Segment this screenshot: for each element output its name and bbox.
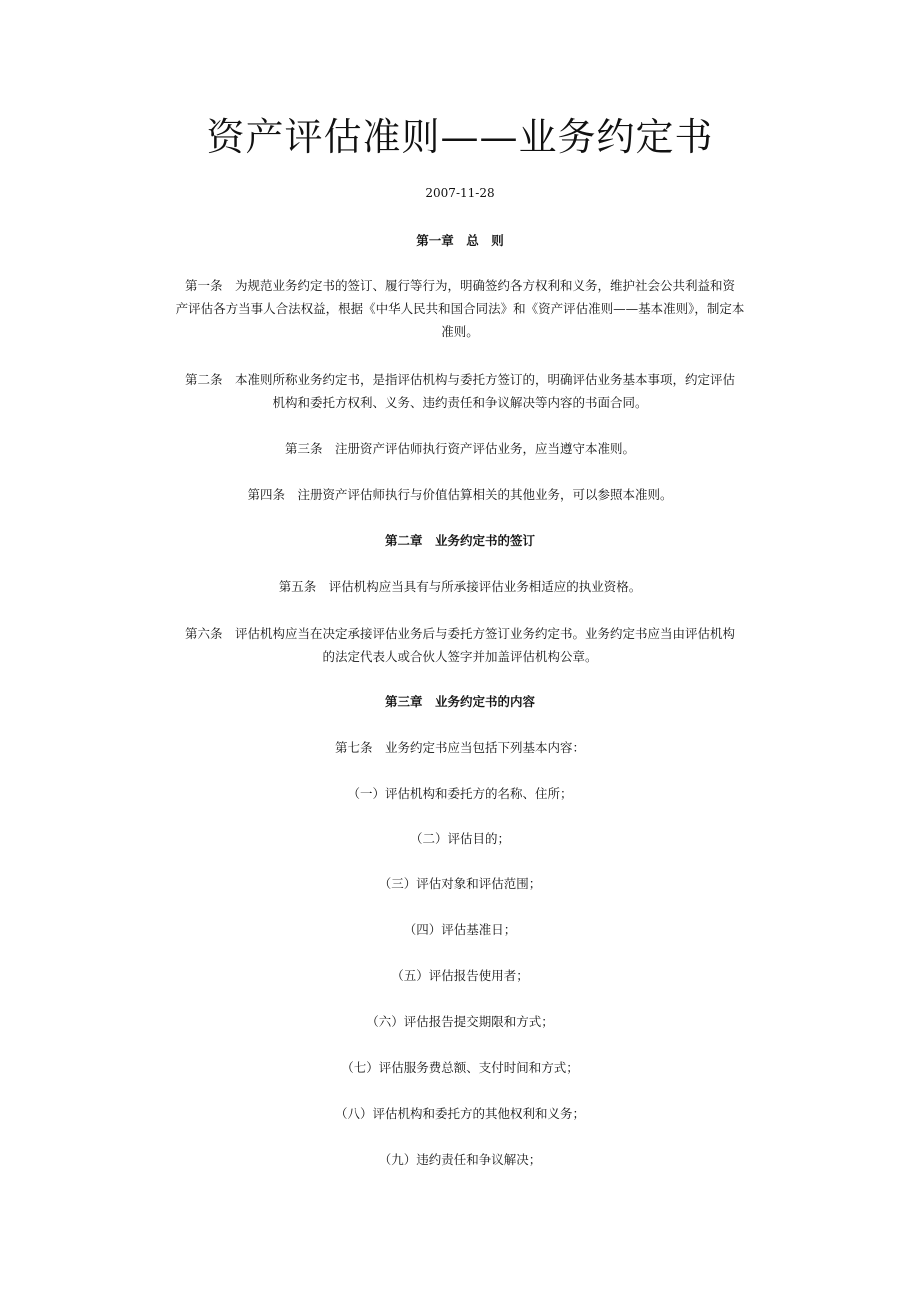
- document-date: 2007-11-28: [425, 186, 495, 200]
- article-7: 第七条 业务约定书应当包括下列基本内容：: [334, 740, 585, 755]
- list-item: （八）评估机构和委托方的其他权利和义务；: [334, 1106, 585, 1121]
- list-item: （三）评估对象和评估范围；: [378, 876, 542, 891]
- document-title: 资产评估准则——业务约定书: [206, 115, 714, 159]
- article-1-line-1: 第一条 为规范业务约定书的签订、履行等行为，明确签约各方权利和义务，维护社会公共利益和资: [184, 278, 735, 293]
- list-item: （一）评估机构和委托方的名称、住所；: [347, 786, 573, 801]
- list-item: （六）评估报告提交期限和方式；: [366, 1014, 554, 1029]
- article-1-line-2: 产评估各方当事人合法权益，根据《中华人民共和国合同法》和《资产评估准则——基本准则》，制定本: [175, 301, 745, 316]
- article-6-line-2: 的法定代表人或合伙人签字并加盖评估机构公章。: [322, 649, 598, 664]
- list-item: （四）评估基准日；: [403, 922, 517, 937]
- list-item: （九）违约责任和争议解决；: [378, 1152, 542, 1167]
- chapter-1-heading: 第一章 总 则: [416, 233, 504, 248]
- list-item: （七）评估服务费总额、支付时间和方式；: [341, 1060, 579, 1075]
- article-1-line-3: 准则。: [441, 324, 479, 339]
- article-2-line-1: 第二条 本准则所称业务约定书，是指评估机构与委托方签订的，明确评估业务基本事项，约定评估: [184, 372, 735, 387]
- article-2-line-2: 机构和委托方权利、义务、违约责任和争议解决等内容的书面合同。: [272, 395, 648, 410]
- chapter-3-heading: 第三章 业务约定书的内容: [384, 694, 535, 709]
- list-item: （二）评估目的；: [409, 831, 510, 846]
- chapter-2-heading: 第二章 业务约定书的签订: [384, 533, 535, 548]
- list-item: （五）评估报告使用者；: [391, 968, 529, 983]
- article-3: 第三条 注册资产评估师执行资产评估业务，应当遵守本准则。: [284, 441, 635, 456]
- article-6-line-1: 第六条 评估机构应当在决定承接评估业务后与委托方签订业务约定书。业务约定书应当由评估机构: [184, 626, 735, 641]
- article-5: 第五条 评估机构应当具有与所承接评估业务相适应的执业资格。: [278, 579, 642, 594]
- article-4: 第四条 注册资产评估师执行与价值估算相关的其他业务，可以参照本准则。: [247, 487, 673, 502]
